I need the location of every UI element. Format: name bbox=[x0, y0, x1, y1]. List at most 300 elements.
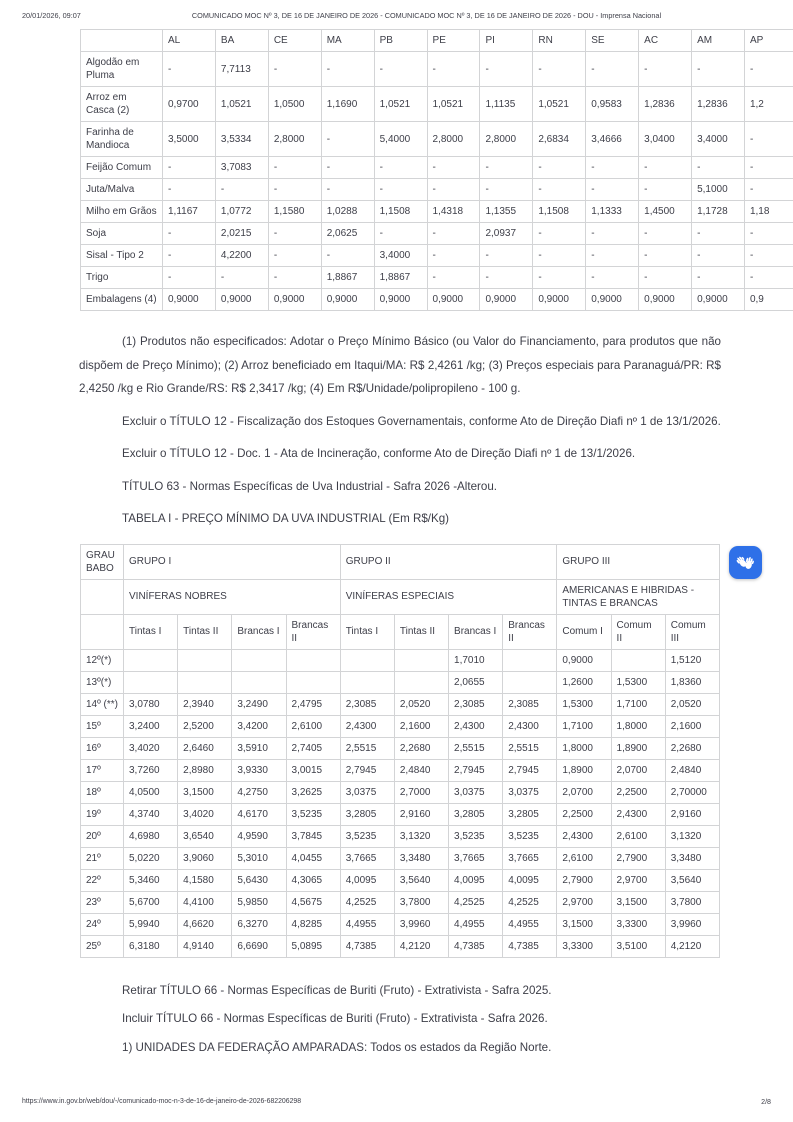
price-table-cell: - bbox=[163, 157, 216, 179]
price-table-cell: - bbox=[374, 52, 427, 87]
uva-table-cell: 3,5640 bbox=[394, 869, 448, 891]
uva-table-cell: 3,2805 bbox=[503, 803, 557, 825]
uva-table-column-header: Tintas II bbox=[394, 614, 448, 649]
uva-table-cell bbox=[340, 671, 394, 693]
uva-table-cell bbox=[503, 649, 557, 671]
uva-table-cell: 4,0095 bbox=[503, 869, 557, 891]
price-table-cell: 5,4000 bbox=[374, 122, 427, 157]
price-table-cell: - bbox=[268, 179, 321, 201]
uva-table-cell: 2,0655 bbox=[449, 671, 503, 693]
price-table-row-label: Arroz em Casca (2) bbox=[81, 87, 163, 122]
uva-table-cell: 1,2600 bbox=[557, 671, 611, 693]
price-table-cell: - bbox=[215, 179, 268, 201]
price-table-row-label: Farinha de Mandioca bbox=[81, 122, 163, 157]
price-table-cell: 0,9000 bbox=[427, 289, 480, 311]
price-table-cell: - bbox=[163, 52, 216, 87]
price-table-column-header: AP bbox=[744, 30, 793, 52]
price-table-cell: - bbox=[692, 245, 745, 267]
price-table-column-header: CE bbox=[268, 30, 321, 52]
uva-table-row bbox=[81, 649, 720, 671]
uva-table-row bbox=[81, 671, 720, 693]
excluir-titulo12-doc1-paragraph: Excluir o TÍTULO 12 - Doc. 1 - Ata de Incineração, conforme Ato de Direção Diafi nº 1 de 13/1/2026. bbox=[122, 447, 636, 460]
price-table-cell: 0,9000 bbox=[163, 289, 216, 311]
uva-table-column-header: Brancas I bbox=[232, 614, 286, 649]
price-table-cell: 4,2200 bbox=[215, 245, 268, 267]
uva-table-cell: 6,3180 bbox=[124, 935, 178, 957]
price-table-cell: - bbox=[321, 157, 374, 179]
uva-table-cell: 1,7100 bbox=[611, 693, 665, 715]
uva-table-cell bbox=[178, 649, 232, 671]
price-table-cell: 0,9000 bbox=[586, 289, 639, 311]
uva-table-cell: 4,6620 bbox=[178, 913, 232, 935]
uva-table-cell: 4,4955 bbox=[449, 913, 503, 935]
uva-table-cell: 3,7260 bbox=[124, 759, 178, 781]
uva-table-cell: 3,6540 bbox=[178, 825, 232, 847]
price-table-row-label: Trigo bbox=[81, 267, 163, 289]
uva-table-grau-label: 13º(*) bbox=[81, 671, 124, 693]
uva-table-cell: 3,3300 bbox=[611, 913, 665, 935]
price-table-cell: - bbox=[744, 157, 793, 179]
price-table-cell: - bbox=[533, 267, 586, 289]
price-table-cell: 1,4318 bbox=[427, 201, 480, 223]
price-table-cell: - bbox=[692, 223, 745, 245]
uva-table-cell bbox=[286, 671, 340, 693]
uva-table-grau-label: 16º bbox=[81, 737, 124, 759]
price-table-cell: 1,8867 bbox=[374, 267, 427, 289]
uva-table-cell: 4,2750 bbox=[232, 781, 286, 803]
uva-table-row bbox=[81, 781, 720, 803]
uva-table-cell: 2,6100 bbox=[557, 847, 611, 869]
price-table-corner-cell bbox=[81, 30, 163, 52]
price-table-cell: - bbox=[586, 223, 639, 245]
price-table-cell: 7,7113 bbox=[215, 52, 268, 87]
price-table-cell: - bbox=[268, 267, 321, 289]
price-table-cell: - bbox=[163, 245, 216, 267]
price-table-cell: 3,5000 bbox=[163, 122, 216, 157]
uva-table bbox=[80, 544, 720, 958]
uva-table-cell: 3,9960 bbox=[665, 913, 719, 935]
price-table-cell: - bbox=[639, 223, 692, 245]
document-title: COMUNICADO MOC Nº 3, DE 16 DE JANEIRO DE 2026 - COMUNICADO MOC Nº 3, DE 16 DE JANEIRO DE 2026 - DOU - Imprensa Nacional bbox=[191, 11, 662, 20]
price-table-cell: - bbox=[427, 179, 480, 201]
price-table-cell: - bbox=[163, 267, 216, 289]
uva-table-cell: 2,5515 bbox=[449, 737, 503, 759]
uva-table-group-header: GRUPO I bbox=[124, 544, 341, 579]
uva-table-column-header: Brancas I bbox=[449, 614, 503, 649]
uva-table-cell bbox=[394, 671, 448, 693]
uva-table-row bbox=[81, 869, 720, 891]
price-table-cell: 1,0521 bbox=[427, 87, 480, 122]
price-table-column-header: SE bbox=[586, 30, 639, 52]
price-table-cell: 0,9000 bbox=[639, 289, 692, 311]
uva-table-cell: 6,6690 bbox=[232, 935, 286, 957]
price-table-cell: - bbox=[639, 245, 692, 267]
uva-table-cell: 2,9700 bbox=[557, 891, 611, 913]
uva-table-cell: 5,0895 bbox=[286, 935, 340, 957]
uva-table-cell bbox=[503, 671, 557, 693]
hand-talk-hands-icon bbox=[734, 551, 757, 574]
uva-table-cell: 2,1600 bbox=[665, 715, 719, 737]
price-table-cell: - bbox=[480, 179, 533, 201]
price-table-cell: - bbox=[744, 245, 793, 267]
price-table-cell: - bbox=[744, 52, 793, 87]
uva-table-grau-label: 21º bbox=[81, 847, 124, 869]
price-table-cell: - bbox=[374, 157, 427, 179]
price-table-cell: - bbox=[427, 267, 480, 289]
uva-table-corner-empty bbox=[81, 579, 124, 614]
uva-table-cell: 4,9590 bbox=[232, 825, 286, 847]
price-table-header-row bbox=[81, 30, 793, 52]
uva-table-cell: 2,7945 bbox=[340, 759, 394, 781]
price-table-cell: - bbox=[321, 52, 374, 87]
uva-table-grau-label: 20º bbox=[81, 825, 124, 847]
price-table-cell: 1,0521 bbox=[215, 87, 268, 122]
price-table-cell: 0,9000 bbox=[533, 289, 586, 311]
print-footer bbox=[0, 1098, 793, 1110]
uva-table-grau-label: 22º bbox=[81, 869, 124, 891]
uva-table-cell: 4,6170 bbox=[232, 803, 286, 825]
price-table-cell: - bbox=[427, 157, 480, 179]
price-table-cell: - bbox=[744, 223, 793, 245]
uva-table-cell: 2,4300 bbox=[557, 825, 611, 847]
price-table-column-header: PB bbox=[374, 30, 427, 52]
price-table-cell: - bbox=[374, 223, 427, 245]
uva-table-cell: 2,9160 bbox=[394, 803, 448, 825]
unidades-federacao-line: 1) UNIDADES DA FEDERAÇÃO AMPARADAS: Todos os estados da Região Norte. bbox=[122, 1040, 552, 1054]
price-table-cell: 1,1580 bbox=[268, 201, 321, 223]
uva-table-row bbox=[81, 891, 720, 913]
uva-table-cell: 3,5100 bbox=[611, 935, 665, 957]
price-table-cell: - bbox=[639, 52, 692, 87]
price-table-cell: 2,6834 bbox=[533, 122, 586, 157]
price-table-row-label: Milho em Grãos bbox=[81, 201, 163, 223]
price-table-row bbox=[81, 289, 793, 311]
price-table-cell: - bbox=[586, 157, 639, 179]
uva-table-cell: 3,7665 bbox=[503, 847, 557, 869]
price-table-cell: - bbox=[586, 52, 639, 87]
price-table-cell: 2,0625 bbox=[321, 223, 374, 245]
uva-table-column-row bbox=[81, 614, 720, 649]
uva-table-cell: 3,7665 bbox=[449, 847, 503, 869]
uva-table-cell: 2,0700 bbox=[611, 759, 665, 781]
uva-table-cell: 2,6460 bbox=[178, 737, 232, 759]
uva-table-cell: 3,5235 bbox=[449, 825, 503, 847]
uva-table-cell: 3,5235 bbox=[340, 825, 394, 847]
price-table-cell: - bbox=[427, 52, 480, 87]
price-table-cell: - bbox=[586, 179, 639, 201]
uva-table-cell: 3,3300 bbox=[557, 935, 611, 957]
price-table-cell: 1,0521 bbox=[374, 87, 427, 122]
uva-table-column-header: Brancas II bbox=[286, 614, 340, 649]
price-table-cell: - bbox=[215, 267, 268, 289]
uva-table-grau-label: 23º bbox=[81, 891, 124, 913]
uva-table-cell: 4,9140 bbox=[178, 935, 232, 957]
price-table-cell: 2,8000 bbox=[427, 122, 480, 157]
uva-table-cell: 5,6700 bbox=[124, 891, 178, 913]
price-table-cell: 1,1135 bbox=[480, 87, 533, 122]
uva-table-cell: 3,9330 bbox=[232, 759, 286, 781]
uva-table-cell: 2,4840 bbox=[394, 759, 448, 781]
uva-table-grau-label: 19º bbox=[81, 803, 124, 825]
uva-table-cell: 3,1320 bbox=[394, 825, 448, 847]
uva-table-cell: 2,3085 bbox=[340, 693, 394, 715]
uva-table-grau-label: 15º bbox=[81, 715, 124, 737]
price-table-row-label: Sisal - Tipo 2 bbox=[81, 245, 163, 267]
bottom-paragraphs bbox=[0, 979, 793, 1060]
uva-table-grau-label: 24º bbox=[81, 913, 124, 935]
uva-table-cell: 0,9000 bbox=[557, 649, 611, 671]
uva-table-cell: 2,2500 bbox=[611, 781, 665, 803]
uva-table-cell: 3,4020 bbox=[178, 803, 232, 825]
price-table-cell: - bbox=[427, 223, 480, 245]
price-table-cell: - bbox=[639, 179, 692, 201]
uva-table-cell: 2,7000 bbox=[394, 781, 448, 803]
price-table-cell: - bbox=[321, 179, 374, 201]
uva-table-cell: 1,8000 bbox=[611, 715, 665, 737]
uva-table-cell: 3,0015 bbox=[286, 759, 340, 781]
uva-table-row bbox=[81, 803, 720, 825]
uva-table-cell: 2,3085 bbox=[503, 693, 557, 715]
uva-table-cell: 3,2490 bbox=[232, 693, 286, 715]
uva-table-cell: 2,70000 bbox=[665, 781, 719, 803]
uva-table-cell: 4,0455 bbox=[286, 847, 340, 869]
uva-table-cell: 4,5675 bbox=[286, 891, 340, 913]
price-table-cell: 3,7083 bbox=[215, 157, 268, 179]
uva-table-row bbox=[81, 913, 720, 935]
price-table-cell: 5,1000 bbox=[692, 179, 745, 201]
accessibility-button[interactable] bbox=[729, 546, 762, 579]
uva-table-cell: 2,1600 bbox=[394, 715, 448, 737]
uva-table-cell: 3,0375 bbox=[503, 781, 557, 803]
uva-table-cell: 2,5200 bbox=[178, 715, 232, 737]
uva-table-cell: 2,7405 bbox=[286, 737, 340, 759]
uva-table-subgroup-header: AMERICANAS E HIBRIDAS - TINTAS E BRANCAS bbox=[557, 579, 720, 614]
price-table-cell: 2,8000 bbox=[480, 122, 533, 157]
price-table-column-header: AL bbox=[163, 30, 216, 52]
uva-table-grau-label: 12º(*) bbox=[81, 649, 124, 671]
price-table-cell: 3,5334 bbox=[215, 122, 268, 157]
uva-table-cell: 3,2625 bbox=[286, 781, 340, 803]
price-table-row bbox=[81, 52, 793, 87]
uva-table-cell: 3,2400 bbox=[124, 715, 178, 737]
price-table-row-label: Feijão Comum bbox=[81, 157, 163, 179]
uva-table-cell: 2,4795 bbox=[286, 693, 340, 715]
price-table-cell: 1,2 bbox=[744, 87, 793, 122]
uva-table-cell: 6,3270 bbox=[232, 913, 286, 935]
uva-table-row bbox=[81, 935, 720, 957]
price-table-cell: 3,0400 bbox=[639, 122, 692, 157]
titulo63-line: TÍTULO 63 - Normas Específicas de Uva Industrial - Safra 2026 -Alterou. bbox=[122, 479, 498, 493]
uva-table-group-header: GRUPO III bbox=[557, 544, 720, 579]
tabela1-title-line: TABELA I - PREÇO MÍNIMO DA UVA INDUSTRIAL (Em R$/Kg) bbox=[122, 512, 450, 525]
uva-table-cell: 4,7385 bbox=[503, 935, 557, 957]
price-table-cell: 1,2836 bbox=[639, 87, 692, 122]
uva-table-grau-label: 25º bbox=[81, 935, 124, 957]
uva-table-cell: 5,0220 bbox=[124, 847, 178, 869]
uva-table-cell: 2,4300 bbox=[611, 803, 665, 825]
uva-table-cell: 5,9940 bbox=[124, 913, 178, 935]
price-table-column-header: AC bbox=[639, 30, 692, 52]
uva-table-cell: 2,4300 bbox=[340, 715, 394, 737]
uva-table-cell: 3,4020 bbox=[124, 737, 178, 759]
price-table-cell: - bbox=[586, 245, 639, 267]
uva-table-cell bbox=[394, 649, 448, 671]
uva-table-cell: 4,3065 bbox=[286, 869, 340, 891]
price-table-cell: - bbox=[744, 267, 793, 289]
price-table-cell: 1,1355 bbox=[480, 201, 533, 223]
price-table-cell: 1,0288 bbox=[321, 201, 374, 223]
uva-table-cell: 3,2805 bbox=[449, 803, 503, 825]
uva-table-row bbox=[81, 715, 720, 737]
uva-table-cell: 3,9960 bbox=[394, 913, 448, 935]
uva-table-cell: 2,3085 bbox=[449, 693, 503, 715]
price-table-cell: - bbox=[480, 267, 533, 289]
uva-table-cell: 1,7010 bbox=[449, 649, 503, 671]
uva-table-cell: 3,1500 bbox=[178, 781, 232, 803]
uva-table-cell: 2,4300 bbox=[449, 715, 503, 737]
document-body bbox=[0, 330, 793, 1059]
uva-table-cell: 4,2525 bbox=[340, 891, 394, 913]
uva-table-cell: 4,2525 bbox=[503, 891, 557, 913]
price-table-cell: 1,1333 bbox=[586, 201, 639, 223]
footer-url: https://www.in.gov.br/web/dou/-/comunicado-moc-n-3-de-16-de-janeiro-de-2026-682206298 bbox=[22, 1098, 302, 1105]
price-table-row bbox=[81, 157, 793, 179]
uva-table-column-header: Comum II bbox=[611, 614, 665, 649]
uva-table-cell: 3,0375 bbox=[340, 781, 394, 803]
price-table-cell: 1,1690 bbox=[321, 87, 374, 122]
price-table-cell: - bbox=[692, 157, 745, 179]
print-header bbox=[0, 0, 793, 26]
price-table-row bbox=[81, 87, 793, 122]
price-table-cell: - bbox=[533, 179, 586, 201]
uva-table-column-header: Tintas II bbox=[178, 614, 232, 649]
uva-table-cell: 3,5235 bbox=[286, 803, 340, 825]
price-table-cell: - bbox=[268, 157, 321, 179]
price-table-row bbox=[81, 223, 793, 245]
price-table-cell: - bbox=[427, 245, 480, 267]
uva-table-grau-label: 17º bbox=[81, 759, 124, 781]
price-table-cell: - bbox=[744, 122, 793, 157]
uva-table-cell: 4,4955 bbox=[503, 913, 557, 935]
uva-table-cell: 4,7385 bbox=[449, 935, 503, 957]
uva-table-cell: 4,6980 bbox=[124, 825, 178, 847]
price-table-row-label: Embalagens (4) bbox=[81, 289, 163, 311]
price-table-cell: - bbox=[639, 267, 692, 289]
uva-table-cell: 4,4100 bbox=[178, 891, 232, 913]
price-table-cell: 0,9583 bbox=[586, 87, 639, 122]
price-table-cell: 0,9700 bbox=[163, 87, 216, 122]
price-table-cell: 0,9000 bbox=[321, 289, 374, 311]
price-table-cell: 2,0937 bbox=[480, 223, 533, 245]
price-table-cell: 1,1508 bbox=[374, 201, 427, 223]
price-table-row bbox=[81, 245, 793, 267]
price-table-cell: - bbox=[586, 267, 639, 289]
price-table-row bbox=[81, 179, 793, 201]
uva-table-cell: 4,0095 bbox=[340, 869, 394, 891]
uva-table-cell: 2,6100 bbox=[611, 825, 665, 847]
price-table-cell: - bbox=[374, 179, 427, 201]
uva-table-cell: 3,9060 bbox=[178, 847, 232, 869]
footer-page-number: 2/8 bbox=[761, 1098, 771, 1106]
price-table-cell: - bbox=[533, 245, 586, 267]
excluir-titulo12-paragraph: Excluir o TÍTULO 12 - Fiscalização dos Estoques Governamentais, conforme Ato de Direção Diafi nº 1 de 13/1/2026. bbox=[122, 414, 721, 428]
price-table-cell: - bbox=[533, 223, 586, 245]
uva-table-row bbox=[81, 847, 720, 869]
uva-table-cell: 4,7385 bbox=[340, 935, 394, 957]
uva-table-cell: 2,7945 bbox=[503, 759, 557, 781]
uva-table-cell: 1,8900 bbox=[611, 737, 665, 759]
uva-table-cell: 3,7800 bbox=[665, 891, 719, 913]
uva-table-cell bbox=[232, 649, 286, 671]
price-table-cell: 2,0215 bbox=[215, 223, 268, 245]
price-table-cell: 1,1508 bbox=[533, 201, 586, 223]
uva-table-cell: 2,9700 bbox=[611, 869, 665, 891]
uva-table-cell bbox=[611, 649, 665, 671]
price-table-row bbox=[81, 201, 793, 223]
uva-table-grau-label: 18º bbox=[81, 781, 124, 803]
uva-table-column-header: Tintas I bbox=[124, 614, 178, 649]
incluir-titulo66-line: Incluir TÍTULO 66 - Normas Específicas de Buriti (Fruto) - Extrativista - Safra 2026. bbox=[122, 1012, 548, 1025]
uva-table-cell: 4,0095 bbox=[449, 869, 503, 891]
price-table-cell: - bbox=[744, 179, 793, 201]
price-table-cell: 0,9000 bbox=[268, 289, 321, 311]
price-table-cell: - bbox=[480, 52, 533, 87]
uva-table-cell bbox=[178, 671, 232, 693]
uva-table-cell: 2,2680 bbox=[394, 737, 448, 759]
price-table-cell: - bbox=[480, 157, 533, 179]
uva-table-cell: 3,7845 bbox=[286, 825, 340, 847]
print-timestamp: 20/01/2026, 09:07 bbox=[22, 11, 81, 20]
price-table-cell: 1,1167 bbox=[163, 201, 216, 223]
uva-table-cell: 3,5910 bbox=[232, 737, 286, 759]
price-table-cell: 1,4500 bbox=[639, 201, 692, 223]
price-table-cell: 0,9000 bbox=[374, 289, 427, 311]
uva-table-cell: 3,2805 bbox=[340, 803, 394, 825]
uva-table-cell: 2,4300 bbox=[503, 715, 557, 737]
price-table-cell: - bbox=[268, 52, 321, 87]
uva-table-cell: 4,3740 bbox=[124, 803, 178, 825]
uva-table-cell: 2,2500 bbox=[557, 803, 611, 825]
uva-table-cell: 4,8285 bbox=[286, 913, 340, 935]
price-table-cell: 1,18 bbox=[744, 201, 793, 223]
price-table-cell: - bbox=[533, 52, 586, 87]
price-table-cell: 1,0772 bbox=[215, 201, 268, 223]
price-table-cell: 0,9 bbox=[744, 289, 793, 311]
uva-table-cell: 5,3460 bbox=[124, 869, 178, 891]
uva-table-cell: 4,2525 bbox=[449, 891, 503, 913]
uva-table-row bbox=[81, 693, 720, 715]
uva-table-cell: 2,4840 bbox=[665, 759, 719, 781]
price-table-cell: - bbox=[163, 179, 216, 201]
uva-table-subgroup-row bbox=[81, 579, 720, 614]
price-table-cell: 2,8000 bbox=[268, 122, 321, 157]
uva-table-cell: 1,8000 bbox=[557, 737, 611, 759]
uva-table-cell: 4,4955 bbox=[340, 913, 394, 935]
price-table-cell: - bbox=[321, 245, 374, 267]
price-table-cell: - bbox=[480, 245, 533, 267]
uva-table-cell: 5,9850 bbox=[232, 891, 286, 913]
price-table-row-label: Soja bbox=[81, 223, 163, 245]
uva-table-row bbox=[81, 825, 720, 847]
uva-table-cell bbox=[340, 649, 394, 671]
uva-table-cell: 2,6100 bbox=[286, 715, 340, 737]
uva-table-group-header: GRUPO II bbox=[340, 544, 557, 579]
price-table-column-header: MA bbox=[321, 30, 374, 52]
price-table-column-header: PE bbox=[427, 30, 480, 52]
price-table-cell: - bbox=[268, 245, 321, 267]
uva-table-cell: 3,1500 bbox=[557, 913, 611, 935]
uva-table-cell: 1,5300 bbox=[611, 671, 665, 693]
